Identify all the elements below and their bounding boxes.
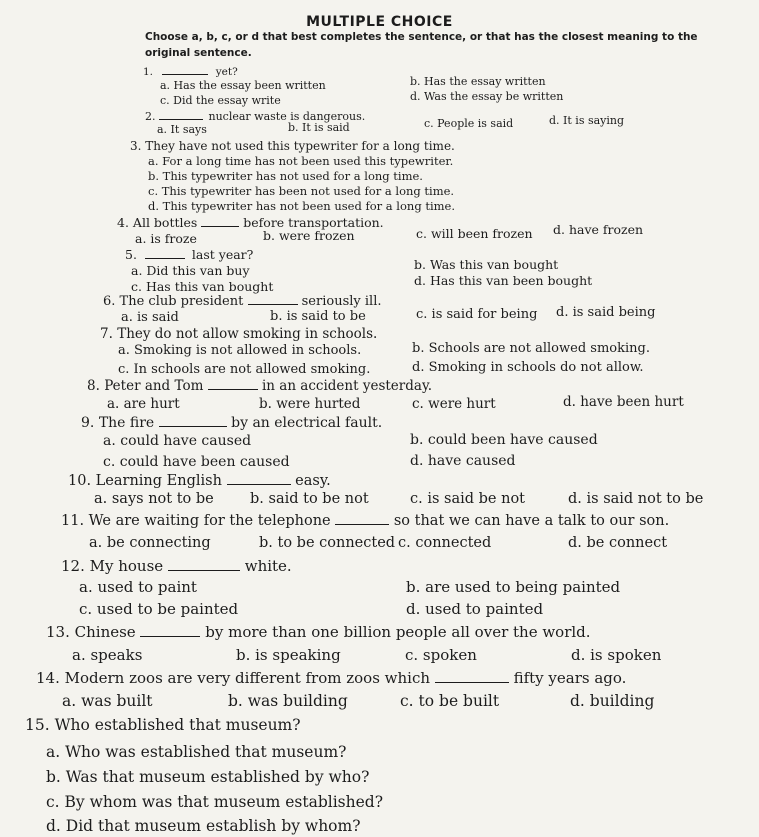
option-2b: b. It is said [288, 121, 350, 134]
option-15c: c. By whom was that museum established? [46, 793, 384, 811]
option-6d: d. is said being [556, 305, 656, 320]
option-1a: a. Has the essay been written [160, 79, 326, 92]
option-15b: b. Was that museum established by who? [46, 768, 370, 786]
question-number: 3. [130, 139, 142, 153]
question-8-stem [87, 378, 432, 394]
option-5c: c. Has this van bought [131, 279, 274, 294]
question-1-stem [143, 66, 238, 78]
question-number: 13. [46, 623, 70, 641]
question-text-after: by an electrical fault. [231, 415, 383, 431]
option-13c: c. spoken [405, 646, 477, 664]
option-5a: a. Did this van buy [131, 263, 250, 278]
question-7-stem [100, 326, 377, 342]
question-number: 2. [145, 110, 156, 123]
option-8b: b. were hurted [259, 396, 361, 412]
option-3a: a. For a long time has not been used this typewriter. [148, 154, 454, 168]
option-12a: a. used to paint [79, 578, 197, 596]
section-title: MULTIPLE CHOICE [306, 14, 453, 30]
option-13d: d. is spoken [571, 646, 662, 664]
option-15a: a. Who was established that museum? [46, 743, 347, 761]
option-10b: b. said to be not [250, 491, 369, 507]
question-text-after: yet? [215, 66, 238, 78]
question-text-before: Learning English [95, 473, 222, 489]
question-text-after: nuclear waste is dangerous. [208, 110, 366, 123]
option-7d: d. Smoking in schools do not allow. [412, 360, 644, 375]
option-1c: c. Did the essay write [160, 94, 281, 107]
option-11d: d. be connect [568, 535, 668, 551]
option-10c: c. is said be not [410, 491, 526, 507]
option-4c: c. will been frozen [416, 226, 533, 241]
question-number: 15. [25, 716, 50, 734]
instructions: Choose a, b, c, or d that best completes the sentence, or that has the closest meaning to the original sentence. [145, 31, 698, 59]
question-text-after: before transportation. [243, 215, 384, 230]
option-2a: a. It says [157, 123, 207, 136]
answer-blank [335, 524, 389, 525]
question-text-before: Peter and Tom [104, 378, 204, 394]
option-2d: d. It is saying [549, 114, 625, 127]
answer-blank [435, 682, 509, 683]
question-text-after: seriously ill. [301, 294, 382, 309]
question-10-stem [68, 473, 331, 489]
answer-blank [227, 484, 291, 485]
option-7b: b. Schools are not allowed smoking. [412, 341, 650, 356]
option-4b: b. were frozen [263, 228, 355, 243]
question-number: 9. [81, 415, 95, 431]
option-3b: b. This typewriter has not used for a long time. [148, 169, 423, 183]
option-9d: d. have caused [410, 453, 516, 469]
question-number: 14. [36, 669, 60, 687]
option-10a: a. says not to be [94, 491, 214, 507]
option-10d: d. is said not to be [568, 491, 704, 507]
question-number: 12. [61, 557, 85, 575]
option-1d: d. Was the essay be written [410, 90, 564, 103]
question-number: 6. [103, 294, 116, 309]
question-text: Who established that museum? [54, 716, 301, 734]
question-text-after: easy. [295, 473, 331, 489]
option-2c: c. People is said [424, 117, 514, 130]
question-text-before: Chinese [74, 623, 136, 641]
option-11c: c. connected [398, 535, 492, 551]
option-12b: b. are used to being painted [406, 578, 621, 596]
answer-blank [162, 74, 208, 75]
option-9a: a. could have caused [103, 433, 252, 449]
question-text-before: The club president [119, 294, 244, 309]
option-6b: b. is said to be [270, 309, 366, 324]
question-15-stem [25, 716, 301, 734]
option-9c: c. could have been caused [103, 454, 290, 470]
option-12c: c. used to be painted [79, 600, 239, 618]
question-11-stem [61, 513, 669, 529]
question-number: 7. [100, 326, 113, 342]
question-text-before: We are waiting for the telephone [88, 513, 331, 529]
answer-blank [159, 119, 203, 120]
question-text-before: My house [89, 557, 164, 575]
question-text: They do not allow smoking in schools. [117, 326, 378, 342]
option-11a: a. be connecting [89, 535, 211, 551]
option-14d: d. building [570, 692, 655, 710]
option-6a: a. is said [121, 310, 179, 325]
question-13-stem [46, 623, 591, 641]
option-7c: c. In schools are not allowed smoking. [118, 362, 371, 377]
question-6-stem [103, 294, 382, 309]
option-1b: b. Has the essay written [410, 75, 546, 88]
question-text-after: in an accident yesterday. [261, 378, 433, 394]
option-13a: a. speaks [72, 646, 143, 664]
option-7a: a. Smoking is not allowed in schools. [118, 343, 362, 358]
question-number: 10. [68, 473, 92, 489]
option-14b: b. was building [228, 692, 348, 710]
question-12-stem [61, 557, 292, 575]
option-15d: d. Did that museum establish by whom? [46, 817, 361, 835]
option-5b: b. Was this van bought [414, 257, 559, 272]
question-text-after: white. [244, 557, 292, 575]
question-number: 5. [125, 247, 137, 262]
question-text-before: All bottles [132, 215, 198, 230]
option-8a: a. are hurt [107, 396, 180, 412]
question-text-after: fifty years ago. [513, 669, 627, 687]
question-3-stem [130, 139, 455, 153]
option-4d: d. have frozen [553, 222, 644, 237]
answer-blank [140, 636, 200, 637]
question-number: 4. [117, 215, 129, 230]
option-3c: c. This typewriter has been not used for a long time. [148, 184, 455, 198]
question-5-stem [125, 247, 253, 262]
question-text-after: by more than one billion people all over the world. [205, 623, 591, 641]
option-6c: c. is said for being [416, 307, 538, 322]
question-number: 1. [143, 66, 154, 78]
question-text-before: Modern zoos are very different from zoos which [64, 669, 431, 687]
option-11b: b. to be connected [259, 535, 396, 551]
answer-blank [248, 304, 298, 305]
question-9-stem [81, 415, 382, 431]
question-text: They have not used this typewriter for a long time. [145, 139, 455, 153]
question-14-stem [36, 669, 626, 687]
option-9b: b. could been have caused [410, 432, 598, 448]
answer-blank [145, 258, 185, 259]
option-4a: a. is froze [135, 231, 197, 246]
option-14c: c. to be built [400, 692, 500, 710]
option-5d: d. Has this van been bought [414, 273, 593, 288]
option-3d: d. This typewriter has not been used for a long time. [148, 199, 455, 213]
question-text-after: so that we can have a talk to our son. [393, 513, 670, 529]
answer-blank [201, 226, 239, 227]
question-number: 8. [87, 378, 100, 394]
option-13b: b. is speaking [236, 646, 341, 664]
option-8d: d. have been hurt [563, 394, 684, 410]
answer-blank [159, 426, 227, 427]
question-number: 11. [61, 513, 85, 529]
option-14a: a. was built [62, 692, 153, 710]
question-text-after: last year? [191, 247, 254, 262]
answer-blank [168, 570, 240, 571]
option-12d: d. used to painted [406, 600, 544, 618]
answer-blank [208, 389, 258, 390]
question-text-before: The fire [98, 415, 155, 431]
option-8c: c. were hurt [412, 396, 496, 412]
